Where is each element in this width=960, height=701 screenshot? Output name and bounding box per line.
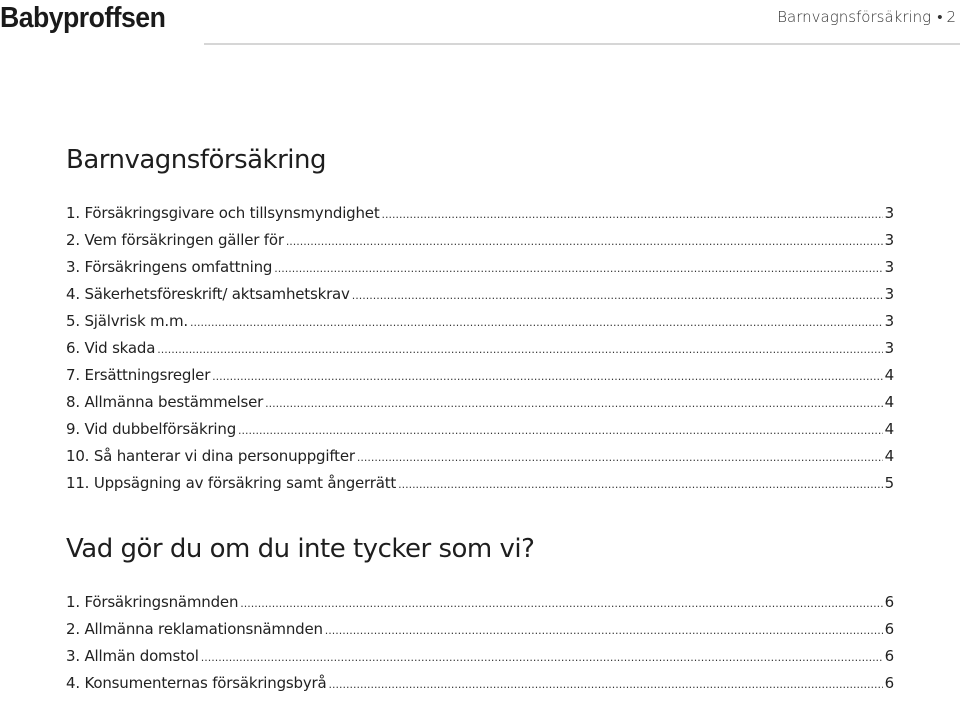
toc-entry-page: 4 (884, 420, 894, 438)
toc-entry[interactable] (66, 593, 894, 620)
toc-entry-label: 3. Allmän domstol (66, 647, 199, 665)
toc-entry-label: 11. Uppsägning av försäkring samt ångerrätt (66, 474, 397, 492)
toc-entry-label: 4. Konsumenternas försäkringsbyrå (66, 674, 327, 692)
running-header (777, 8, 956, 26)
toc-entry-label: 10. Så hanterar vi dina personuppgifter (66, 447, 355, 465)
toc-entry[interactable] (66, 420, 894, 447)
toc-entry-label: 2. Allmänna reklamationsnämnden (66, 620, 323, 638)
dot-leader (328, 678, 882, 691)
dot-leader (274, 262, 882, 275)
dot-leader (357, 451, 883, 464)
dot-leader (190, 316, 883, 329)
dot-leader (201, 651, 883, 664)
toc-entry-page: 3 (884, 258, 894, 276)
toc-entry-page: 4 (884, 447, 894, 465)
toc-entry-page: 6 (884, 674, 894, 692)
dot-leader (398, 478, 883, 491)
toc-entry[interactable] (66, 620, 894, 647)
toc-entry-label: 3. Försäkringens omfattning (66, 258, 273, 276)
toc-entry[interactable] (66, 204, 894, 231)
page-header (0, 0, 960, 46)
toc-entry[interactable] (66, 339, 894, 366)
toc-entry[interactable] (66, 447, 894, 474)
toc-entry[interactable] (66, 312, 894, 339)
dot-leader (382, 208, 883, 221)
toc-entry-page: 3 (884, 231, 894, 249)
toc-entry-page: 3 (884, 312, 894, 330)
dot-leader (352, 289, 883, 302)
dot-leader (286, 235, 883, 248)
header-divider (204, 43, 960, 45)
bullet-separator: • (937, 8, 943, 26)
toc-entry-page: 3 (884, 285, 894, 303)
table-of-contents (66, 593, 894, 701)
toc-entry-label: 2. Vem försäkringen gäller för (66, 231, 284, 249)
toc-entry-page: 6 (884, 647, 894, 665)
toc-entry[interactable] (66, 285, 894, 312)
toc-entry-page: 3 (884, 339, 894, 357)
toc-entry-label: 1. Försäkringsnämnden (66, 593, 239, 611)
section-title: Vad gör du om du inte tycker som vi? (66, 534, 535, 564)
toc-entry[interactable] (66, 258, 894, 285)
toc-entry-label: 5. Självrisk m.m. (66, 312, 188, 330)
toc-entry-page: 4 (884, 393, 894, 411)
dot-leader (265, 397, 883, 410)
running-header-title: Barnvagnsförsäkring (777, 8, 932, 26)
toc-entry-label: 4. Säkerhetsföreskrift/ aktsamhetskrav (66, 285, 350, 303)
toc-entry[interactable] (66, 647, 894, 674)
toc-entry[interactable] (66, 366, 894, 393)
dot-leader (212, 370, 882, 383)
dot-leader (240, 597, 882, 610)
page-number: 2 (946, 8, 956, 26)
toc-entry-label: 8. Allmänna bestämmelser (66, 393, 264, 411)
section-title: Barnvagnsförsäkring (66, 145, 327, 175)
toc-entry-page: 5 (884, 474, 894, 492)
toc-entry[interactable] (66, 393, 894, 420)
dot-leader (238, 424, 883, 437)
toc-entry-label: 6. Vid skada (66, 339, 156, 357)
toc-entry-page: 6 (884, 620, 894, 638)
toc-entry-page: 4 (884, 366, 894, 384)
toc-entry-page: 6 (884, 593, 894, 611)
dot-leader (157, 343, 882, 356)
dot-leader (325, 624, 883, 637)
toc-entry[interactable] (66, 674, 894, 701)
toc-entry[interactable] (66, 474, 894, 501)
toc-entry-label: 7. Ersättningsregler (66, 366, 211, 384)
brand-logo: Babyproffsen (0, 2, 166, 34)
toc-entry-label: 9. Vid dubbelförsäkring (66, 420, 237, 438)
toc-entry-label: 1. Försäkringsgivare och tillsynsmyndighet (66, 204, 380, 222)
toc-entry-page: 3 (884, 204, 894, 222)
table-of-contents (66, 204, 894, 501)
toc-entry[interactable] (66, 231, 894, 258)
